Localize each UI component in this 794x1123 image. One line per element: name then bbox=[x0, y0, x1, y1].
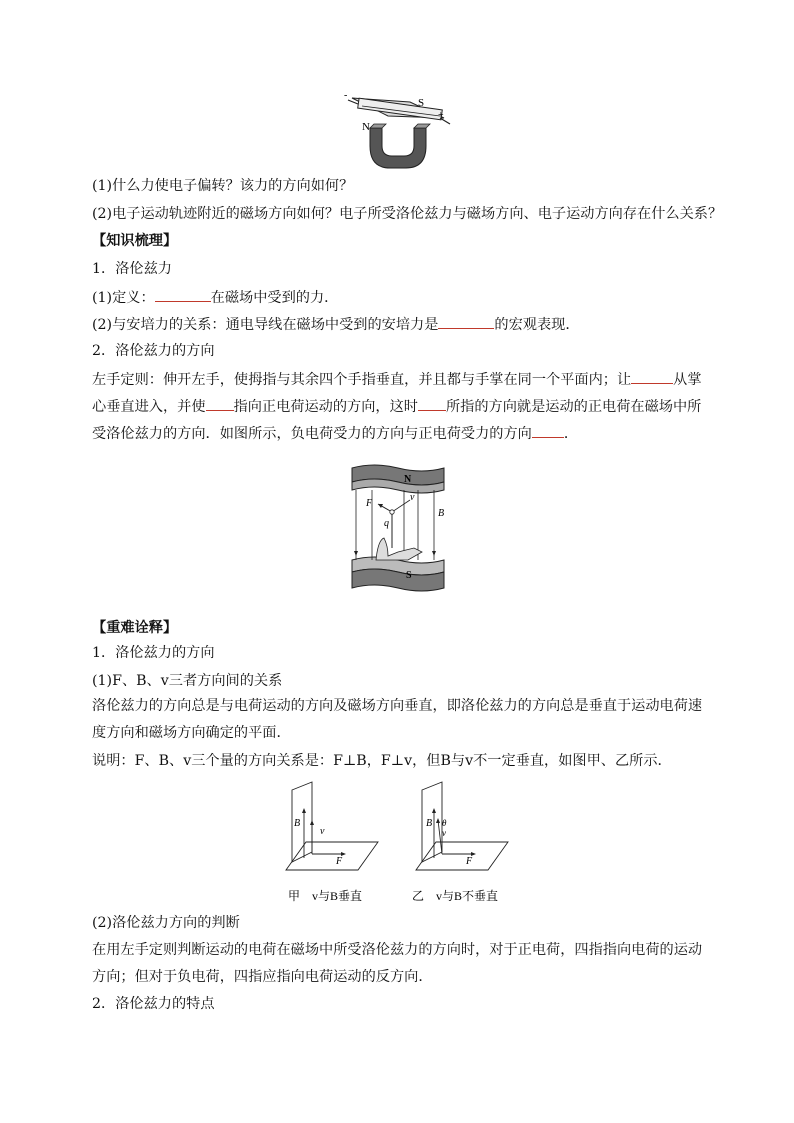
rule-text-g: ． bbox=[563, 426, 579, 442]
figure-left-hand-rule bbox=[344, 460, 452, 600]
b-label: B bbox=[294, 818, 301, 829]
relation-prefix: (2)与安培力的关系：通电导线在磁场中受到的安培力是 bbox=[92, 317, 439, 333]
charge-label: q bbox=[384, 518, 389, 529]
figure-plane-not-perpendicular bbox=[408, 780, 528, 908]
blank-relation bbox=[438, 314, 494, 329]
force-label: F bbox=[366, 498, 373, 509]
definition-suffix: 在磁场中受到的力． bbox=[210, 290, 339, 306]
caption-perpendicular: 甲 v与B垂直 bbox=[288, 889, 363, 903]
f-label: F bbox=[466, 856, 473, 867]
question-1: (1)什么力使电子偏转？该力的方向如何？ bbox=[92, 178, 354, 194]
plus-label: + bbox=[438, 110, 444, 121]
key-paragraph-2b: 方向；但对于负电荷，四指应指向电荷运动的反方向． bbox=[92, 969, 433, 985]
key-section-1-title: 1．洛伦兹力的方向 bbox=[92, 645, 215, 661]
rule-line-3 bbox=[92, 423, 578, 444]
blank-thumb bbox=[418, 396, 446, 411]
v-label: v bbox=[442, 828, 446, 838]
blank-opposite bbox=[532, 423, 564, 438]
key-sub-1: (1)F、B、v三者方向间的关系 bbox=[92, 673, 283, 689]
blank-definition bbox=[155, 287, 211, 302]
key-paragraph-1b: 度方向和磁场方向确定的平面． bbox=[92, 725, 291, 741]
velocity-label: v bbox=[410, 492, 415, 503]
s-pole-label: S bbox=[418, 97, 425, 109]
rule-line-1 bbox=[92, 369, 702, 390]
figure-plane-perpendicular bbox=[278, 780, 394, 908]
rule-text-b: 从掌 bbox=[673, 372, 702, 388]
knowledge-header: 【知识梳理】 bbox=[92, 233, 178, 249]
rule-text-a: 左手定则：伸开左手，使拇指与其余四个手指垂直，并且都与手掌在同一个平面内；让 bbox=[92, 372, 632, 388]
f-label: F bbox=[336, 856, 343, 867]
s-pole-label: S bbox=[406, 570, 412, 581]
figure-magnet-tube bbox=[340, 88, 456, 174]
rule-text-c: 心垂直进入，并使 bbox=[92, 399, 206, 415]
b-label: B bbox=[426, 818, 433, 829]
key-section-2-title: 2．洛伦兹力的特点 bbox=[92, 996, 215, 1012]
rule-line-2 bbox=[92, 396, 701, 417]
caption-not-perpendicular: 乙 v与B不垂直 bbox=[412, 889, 499, 903]
theta-label: θ bbox=[442, 818, 447, 828]
n-pole-label: N bbox=[404, 474, 412, 485]
key-paragraph-1a: 洛伦兹力的方向总是与电荷运动的方向及磁场方向垂直，即洛伦兹力的方向总是垂直于运动电荷速 bbox=[92, 698, 703, 714]
relation-suffix: 的宏观表现． bbox=[494, 317, 580, 333]
v-label: v bbox=[320, 826, 325, 837]
section-1-title: 1．洛伦兹力 bbox=[92, 261, 172, 277]
definition-prefix: (1)定义： bbox=[92, 290, 155, 306]
rule-text-f: 受洛伦兹力的方向．如图所示，负电荷受力的方向与正电荷受力的方向 bbox=[92, 426, 532, 442]
question-2: (2)电子运动轨迹附近的磁场方向如何？电子所受洛伦兹力与磁场方向、电子运动方向存在什么关系？ bbox=[92, 206, 723, 222]
rule-text-e: 所指的方向就是运动的正电荷在磁场中所 bbox=[445, 399, 702, 415]
key-sub-2: (2)洛伦兹力方向的判断 bbox=[92, 915, 240, 931]
rule-text-d: 指向正电荷运动的方向，这时 bbox=[233, 399, 418, 415]
relation-line bbox=[92, 314, 580, 335]
minus-label: - bbox=[344, 90, 348, 101]
n-pole-label: N bbox=[362, 121, 370, 133]
key-note: 说明：F、B、v三个量的方向关系是：F⊥B，F⊥v，但B与v不一定垂直，如图甲、乙所示． bbox=[92, 753, 672, 769]
key-header: 【重难诠释】 bbox=[92, 620, 178, 636]
blank-fingers bbox=[206, 396, 234, 411]
key-paragraph-2a: 在用左手定则判断运动的电荷在磁场中所受洛伦兹力的方向时，对于正电荷，四指指向电荷的运动 bbox=[92, 942, 703, 958]
blank-field bbox=[631, 369, 673, 384]
section-2-title: 2．洛伦兹力的方向 bbox=[92, 343, 215, 359]
field-label: B bbox=[438, 508, 445, 519]
definition-line bbox=[92, 287, 338, 308]
